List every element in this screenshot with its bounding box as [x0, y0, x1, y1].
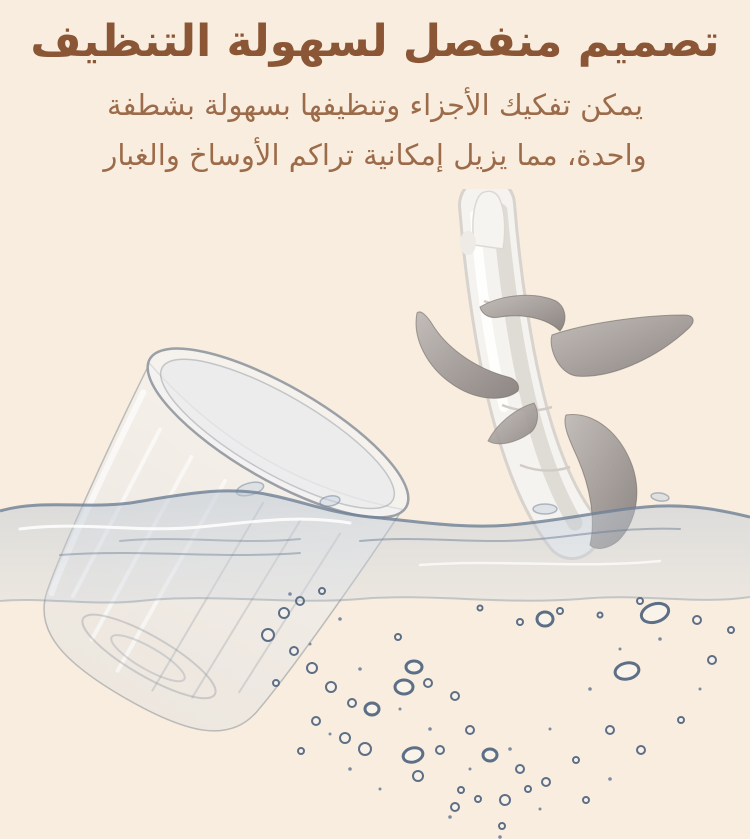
shaft-spindle-tip	[473, 191, 505, 249]
header-section	[0, 0, 750, 180]
product-illustration	[0, 189, 750, 839]
subtitle-line-1: يمكن تفكيك الأجزاء وتنظيفها بسهولة بشطفة	[106, 88, 644, 122]
shaft-spindle-bump	[460, 231, 476, 255]
subtitle-line-2: واحدة، مما يزيل إمكانية تراكم الأوساخ والغبار	[103, 138, 647, 172]
page-subtitle	[0, 80, 750, 180]
bubbles-small	[262, 588, 734, 829]
page-title: تصميم منفصل لسهولة التنظيف	[30, 16, 720, 67]
blade-upper-right	[551, 315, 693, 376]
water-bubbles	[262, 588, 734, 839]
bubbles-dots	[288, 592, 701, 839]
